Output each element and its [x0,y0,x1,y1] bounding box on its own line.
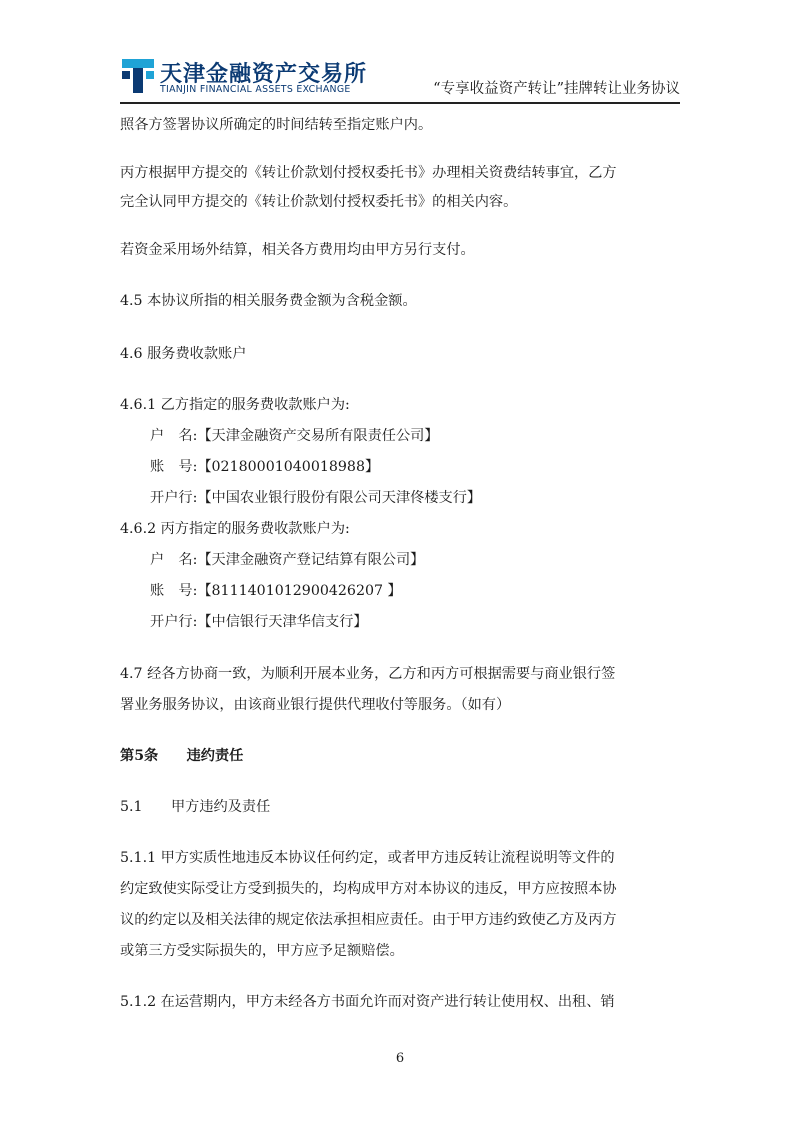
account-name-line: 户 名:【天津金融资产交易所有限责任公司】 [150,428,439,444]
page-number: 6 [395,1051,405,1066]
account-name-line: 户 名:【天津金融资产登记结算有限公司】 [150,552,425,568]
account-bank-line: 开户行:【中信银行天津华信支行】 [150,614,368,630]
tianjin-exchange-logo-icon [122,59,154,93]
account-bank-line: 开户行:【中国农业银行股份有限公司天津佟楼支行】 [150,490,482,506]
body-line: 或第三方受实际损失的，甲方应予足额赔偿。 [120,943,404,959]
clause-4-6-1: 4.6.1 乙方指定的服务费收款账户为: [120,397,350,413]
body-line: 丙方根据甲方提交的《转让价款划付授权委托书》办理相关资费结转事宜，乙方 [120,165,617,181]
logo-chinese-name: 天津金融资产交易所 [160,62,368,87]
section-heading: 第5条 违约责任 [120,748,244,764]
header-divider [120,102,680,104]
clause-5-1-2: 5.1.2 在运营期内，甲方未经各方书面允许而对资产进行转让使用权、出租、销 [120,994,615,1010]
logo-english-name: TIANJIN FINANCIAL ASSETS EXCHANGE [160,84,351,95]
account-number-line: 账 号:【8111401012900426207 】 [150,583,402,599]
clause-4-6: 4.6 服务费收款账户 [120,346,247,362]
clause-4-5: 4.5 本协议所指的相关服务费金额为含税金额。 [120,293,417,309]
body-line: 完全认同甲方提交的《转让价款划付授权委托书》的相关内容。 [120,194,518,210]
page-header [120,55,680,101]
body-line: 约定致使实际受让方受到损失的，均构成甲方对本协议的违反，甲方应按照本协 [120,881,617,897]
body-line: 若资金采用场外结算，相关各方费用均由甲方另行支付。 [120,242,475,258]
clause-4-7: 4.7 经各方协商一致，为顺利开展本业务，乙方和丙方可根据需要与商业银行签 [120,666,616,682]
clause-5-1-1: 5.1.1 甲方实质性地违反本协议任何约定，或者甲方违反转让流程说明等文件的 [120,850,615,866]
clause-5-1: 5.1 甲方违约及责任 [120,799,271,815]
clause-4-6-2: 4.6.2 丙方指定的服务费收款账户为: [120,521,350,537]
body-line: 照各方签署协议所确定的时间结转至指定账户内。 [120,117,433,133]
exchange-logo [120,55,368,101]
body-line: 议的约定以及相关法律的规定依法承担相应责任。由于甲方违约致使乙方及丙方 [120,912,617,928]
document-title: “专享收益资产转让”挂牌转让业务协议 [433,81,680,97]
account-number-line: 账 号:【02180001040018988】 [150,459,380,475]
body-line: 署业务服务协议，由该商业银行提供代理收付等服务。（如有） [120,697,511,713]
